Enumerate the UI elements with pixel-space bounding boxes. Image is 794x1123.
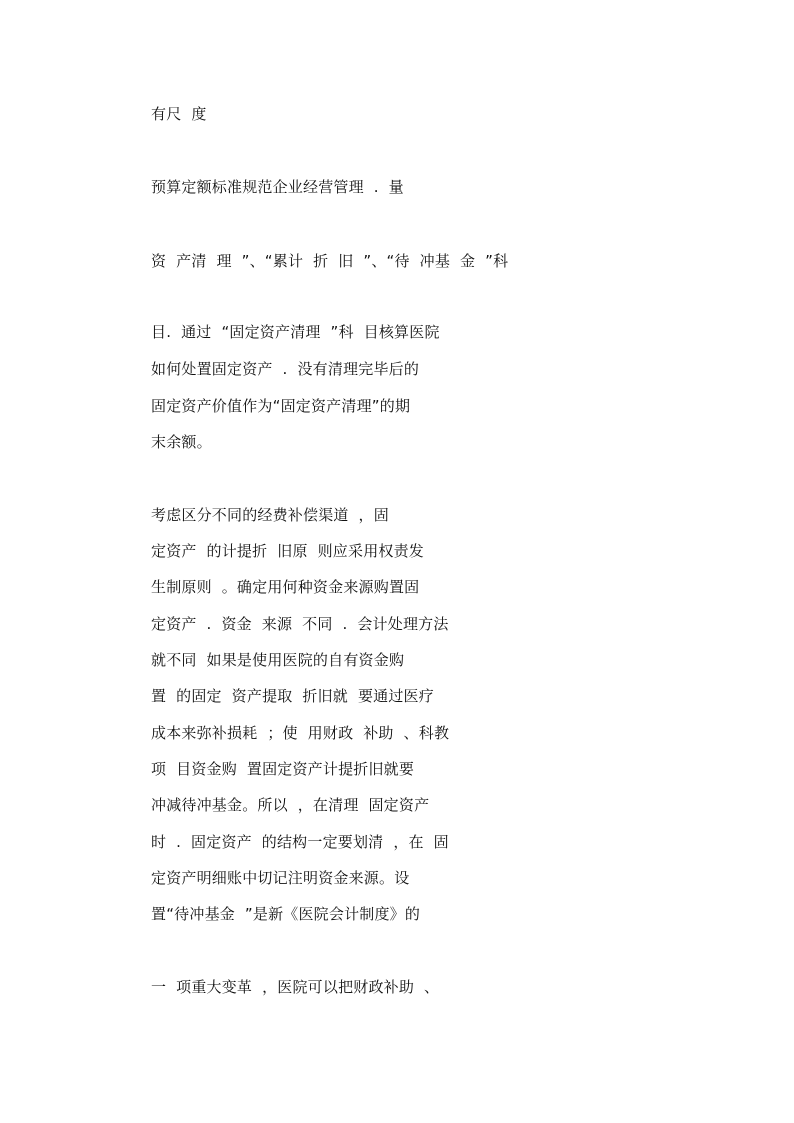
text-line: 就不同 如果是使用医院的自有资金购 — [151, 651, 405, 669]
text-line: 成本来弥补损耗 ；使 用财政 补助 、科教 — [151, 724, 450, 742]
text-line: 资 产清 理 ”、“累计 折 旧 ”、“待 冲基 金 ”科 — [151, 252, 509, 270]
text-line: 冲减待冲基金。所以 ，在清理 固定资产 — [151, 796, 430, 814]
text-line: 末余额。 — [151, 433, 212, 451]
text-line: 置“待冲基金 ”是新《医院会计制度》的 — [151, 905, 421, 923]
text-line: 有尺 度 — [151, 105, 207, 123]
text-line: 考虑区分不同的经费补偿渠道 ，固 — [151, 506, 389, 524]
text-line: 项 目资金购 置固定资产计提折旧就要 — [151, 760, 415, 778]
text-line: 一 项重大变革 ，医院可以把财政补助 、 — [151, 978, 440, 996]
text-line: 生制原则 。确定用何种资金来源购置固 — [151, 578, 420, 596]
text-line: 定资产明细账中切记注明资金来源。设 — [151, 869, 410, 887]
text-line: 目. 通过 “固定资产清理 ”科 目核算医院 — [151, 323, 440, 341]
text-line: 如何处置固定资产 . 没有清理完毕后的 — [151, 360, 420, 378]
text-line: 时 . 固定资产 的结构一定要划清 ，在 固 — [151, 833, 449, 851]
text-line: 预算定额标准规范企业经营管理 . 量 — [151, 178, 404, 196]
text-line: 置 的固定 资产提取 折旧就 要通过医疗 — [151, 687, 434, 705]
text-line: 定资产 . 资金 来源 不同 . 会计处理方法 — [151, 615, 449, 633]
text-line: 固定资产价值作为“固定资产清理”的期 — [151, 397, 411, 415]
text-line: 定资产 的计提折 旧原 则应采用权责发 — [151, 542, 425, 560]
